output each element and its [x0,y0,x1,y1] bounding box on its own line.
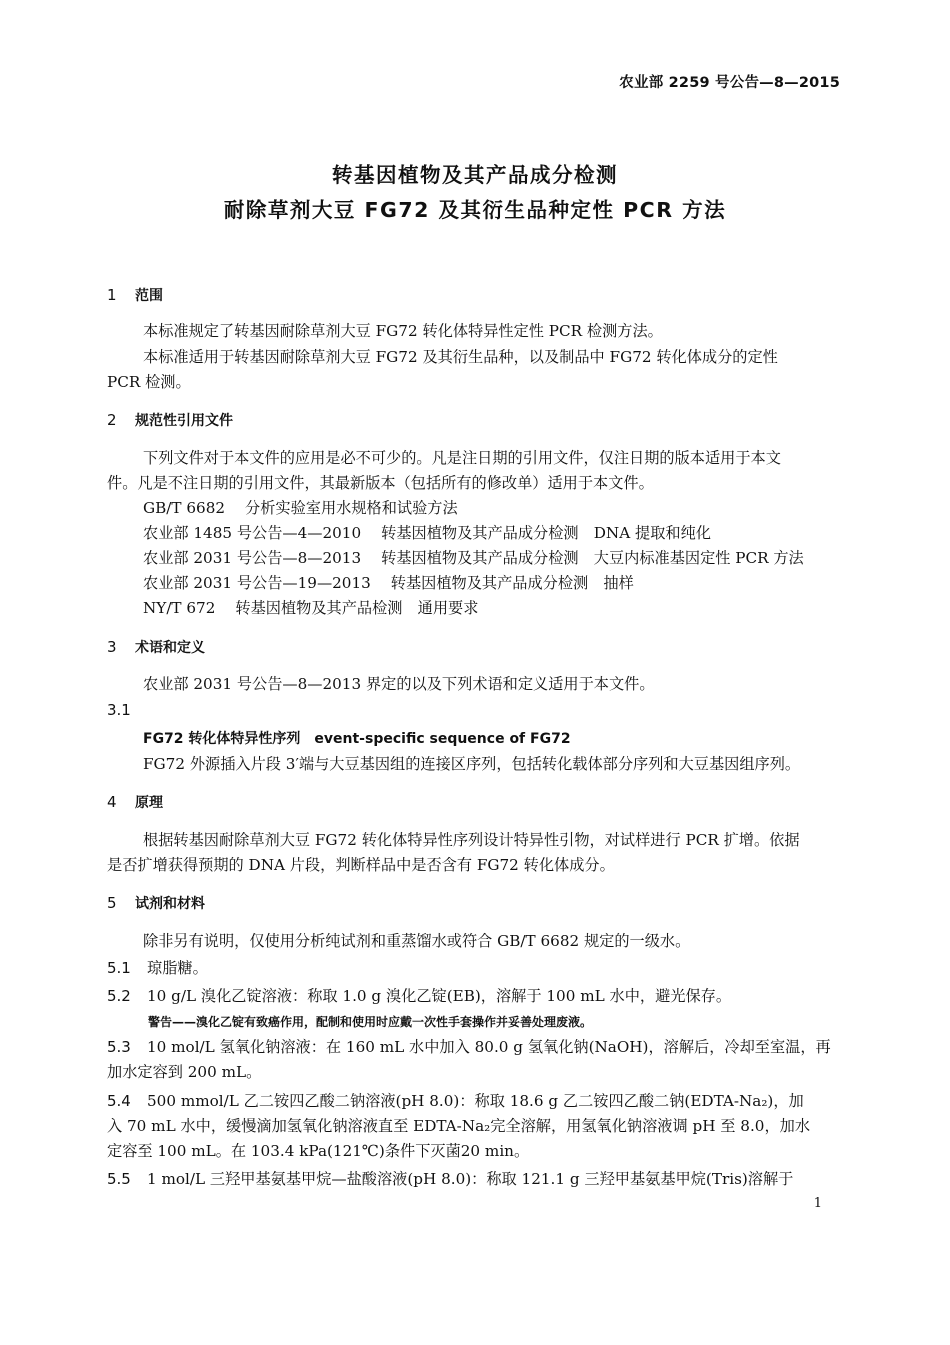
document-title-line2: 耐除草剂大豆 FG72 及其衍生品种定性 PCR 方法 [223,198,727,222]
warning-note: 警告——溴化乙锭有致癌作用，配制和使用时应戴一次性手套操作并妥善处理废液。 [148,1015,593,1029]
section-title: 原理 [135,795,163,811]
reference-item [143,547,804,568]
section-title: 规范性引用文件 [135,413,233,429]
term-definition: FG72 外源插入片段 3′端与大豆基因组的连接区序列，包括转化载体部分序列和大豆基因组序列。 [143,755,801,773]
subsection-5-5 [107,1168,793,1189]
reference-title: 转基因植物及其产品检测 通用要求 [235,599,479,617]
section-2-heading [107,410,233,430]
reference-title: 转基因植物及其产品成分检测 DNA 提取和纯化 [381,524,711,542]
reference-code: 农业部 2031 号公告—8—2013 [143,549,362,567]
reference-code: NY/T 672 [143,599,216,617]
section-3-paragraph-1: 农业部 2031 号公告—8—2013 界定的以及下列术语和定义适用于本文件。 [143,675,655,693]
reference-title: 分析实验室用水规格和试验方法 [245,499,458,517]
subsection-5-4 [107,1090,804,1111]
section-number: 1 [107,286,117,304]
section-3-heading [107,637,205,657]
document-title-line1: 转基因植物及其产品成分检测 [332,163,618,187]
subsection-5-3 [107,1036,831,1057]
section-4-heading [107,792,163,812]
term-heading: FG72 转化体特异性序列 event-specific sequence of FG72 [143,731,571,747]
section-number: 5 [107,894,117,912]
subsection-5-4-cont-2: 定容至 100 mL。在 103.4 kPa(121℃)条件下灭菌20 min。 [107,1142,530,1160]
subsection-number: 5.3 [107,1038,131,1056]
page-number: 1 [813,1196,822,1211]
section-title: 术语和定义 [135,640,205,656]
section-number: 2 [107,411,117,429]
section-1-heading [107,285,163,305]
subsection-number: 5.4 [107,1092,131,1110]
reference-item [143,597,478,618]
reference-code: GB/T 6682 [143,499,226,517]
reference-code: 农业部 1485 号公告—4—2010 [143,524,362,542]
section-1-paragraph-2-cont: PCR 检测。 [107,373,191,391]
subsection-5-2 [107,985,731,1006]
section-title: 范围 [135,288,163,304]
subsection-text: 500 mmol/L 乙二铵四乙酸二钠溶液(pH 8.0)：称取 18.6 g 乙二铵四乙酸二钠(EDTA-Na₂)，加 [147,1092,804,1110]
reference-title: 转基因植物及其产品成分检测 大豆内标准基因定性 PCR 方法 [381,549,804,567]
subsection-text: 10 mol/L 氢氧化钠溶液：在 160 mL 水中加入 80.0 g 氢氧化钠(NaOH)，溶解后，冷却至室温，再 [147,1038,831,1056]
subsection-text: 10 g/L 溴化乙锭溶液：称取 1.0 g 溴化乙锭(EB)，溶解于 100 mL 水中，避光保存。 [147,987,732,1005]
reference-item [143,522,711,543]
section-4-paragraph-1: 根据转基因耐除草剂大豆 FG72 转化体特异性序列设计特异性引物，对试样进行 PCR 扩增。依据 [143,831,800,849]
subsection-number: 5.1 [107,959,131,977]
subsection-5-3-cont: 加水定容到 200 mL。 [107,1063,262,1081]
reference-code: 农业部 2031 号公告—19—2013 [143,574,371,592]
reference-title: 转基因植物及其产品成分检测 抽样 [390,574,634,592]
section-5-paragraph-1: 除非另有说明，仅使用分析纯试剂和重蒸馏水或符合 GB/T 6682 规定的一级水。 [143,932,691,950]
subsection-text: 琼脂糖。 [147,959,208,977]
document-code-header: 农业部 2259 号公告—8—2015 [619,75,840,91]
subsection-text: 1 mol/L 三羟甲基氨基甲烷—盐酸溶液(pH 8.0)：称取 121.1 g 三羟甲基氨基甲烷(Tris)溶解于 [147,1170,794,1188]
section-1-paragraph-2: 本标准适用于转基因耐除草剂大豆 FG72 及其衍生品种，以及制品中 FG72 转化体成分的定性 [143,348,778,366]
section-2-paragraph-1: 下列文件对于本文件的应用是必不可少的。凡是注日期的引用文件，仅注日期的版本适用于本文 [143,449,781,467]
section-5-heading [107,893,205,913]
subsection-3-1-number: 3.1 [107,701,131,719]
reference-item [143,572,634,593]
section-number: 3 [107,638,117,656]
subsection-number: 5.5 [107,1170,131,1188]
subsection-number: 5.2 [107,987,131,1005]
section-title: 试剂和材料 [135,896,205,912]
section-2-paragraph-1-cont: 件。凡是不注日期的引用文件，其最新版本（包括所有的修改单）适用于本文件。 [107,474,654,492]
section-number: 4 [107,793,117,811]
subsection-5-4-cont-1: 入 70 mL 水中，缓慢滴加氢氧化钠溶液直至 EDTA-Na₂完全溶解，用氢氧化钠溶液调 pH 至 8.0，加水 [107,1117,811,1135]
section-4-paragraph-1-cont: 是否扩增获得预期的 DNA 片段，判断样品中是否含有 FG72 转化体成分。 [107,856,615,874]
section-1-paragraph-1: 本标准规定了转基因耐除草剂大豆 FG72 转化体特异性定性 PCR 检测方法。 [143,322,663,340]
subsection-5-1 [107,957,208,978]
reference-item [143,497,458,518]
